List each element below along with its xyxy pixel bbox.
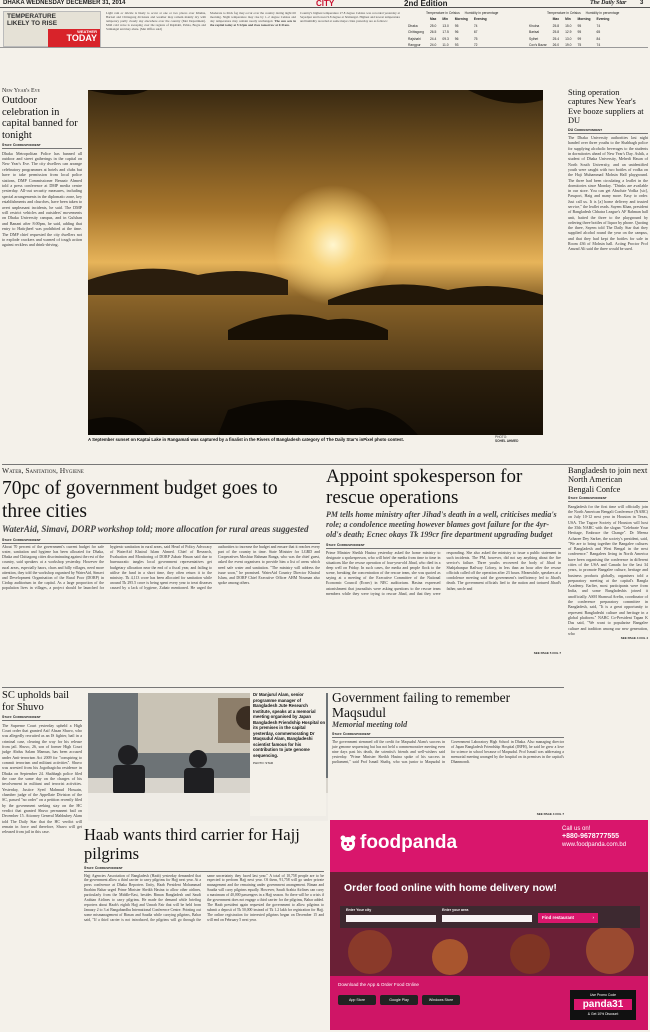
nabc-byline: Staff Correspondent <box>568 496 607 501</box>
sc-body: The Supreme Court yesterday upheld a High Court order that granted Asif Ahsan Shuvo, who was allegedly recruited as an IS fighter, bail in a criminal case, clearing the way for his release from jail. Shuvo, 26, son of former High Court judge Abdus Salam Mamun, has been accused under Anti-terrorism Act 2009 for "conspiring to commit terrorism and militant activities". Shuvo was arrested from his Jogotbagicha residence in Dhaka on September 24. Shahbagh police filed the case the same day on the charges of his involvement in militant and terrorist activities. Yesterday, Justice Syed Mahmud Hossain, chamber judge of the Appellate Division of the SC, passed "no order" on a petition recently filed by the government seeking stay on the HC verdict that granted Shuvo permanent bail on December 15. Attorney General Mahbubey Alam told The Daily Star that the HC verdict will remain in force and therefore, Shuvo will get released from jail in this case. <box>2 722 82 835</box>
wash-headline: 70pc of government budget goes to three cities <box>2 478 278 522</box>
nabc-jump: SEE PAGE 4 COL 4 <box>620 636 648 641</box>
sunset-photo-art <box>88 90 543 435</box>
appoint-byline: Staff Correspondent <box>326 543 365 547</box>
page-header <box>0 0 650 8</box>
divider <box>568 133 648 134</box>
maqsudul-jump: SEE PAGE 4 COL 7 <box>536 811 564 816</box>
weather-value: 74 <box>473 23 478 28</box>
edition-label: 2nd Edition <box>404 0 448 8</box>
divider <box>84 871 324 872</box>
haab-headline: Haab wants third carrier for Hajj pilgrims <box>84 825 300 863</box>
ad-download-text: Download the App & Order Food Online <box>338 982 419 987</box>
weather-table-row <box>406 43 489 47</box>
weather-text-1a: Light rain or drizzle is likely to occur at one or two places over Khulna, Barisal and Chittagong divisions and weather may remain mainly dry with temporary partly cloudy sky elsewhere over the country (Met Department). <box>106 11 206 24</box>
promo-code: panda31 <box>574 999 632 1010</box>
weather-value: 15.0 <box>565 23 572 28</box>
haab-article <box>84 826 324 1032</box>
panda-icon <box>340 834 356 852</box>
weather-table-row <box>527 37 611 41</box>
weather-value: 24.4 <box>429 36 437 41</box>
divider <box>326 548 561 549</box>
weather-table-b-grid <box>525 15 613 49</box>
weather-col-header: Max <box>552 17 560 22</box>
weather-value: 95 <box>577 23 582 28</box>
maqsudul-deck: Memorial meeting told <box>332 720 408 729</box>
weather-table-b <box>525 11 619 49</box>
weather-value: 26.5 <box>429 30 437 35</box>
section-name: CITY <box>316 0 335 8</box>
ad-contact <box>562 825 626 849</box>
weather-table-b-titles <box>525 11 619 15</box>
nabc-headline: Bangladesh to join next North American Bengali Confce <box>568 466 648 494</box>
weather-title-box <box>3 11 101 47</box>
divider <box>2 543 320 544</box>
weather-title-line2: LIKELY TO RISE <box>7 20 58 27</box>
ad-call-label: Call us on! <box>562 826 591 832</box>
promo-box <box>570 990 636 1020</box>
weather-title <box>7 13 57 27</box>
weather-table-a-titles <box>404 11 498 15</box>
sting-body: The Dhaka University authorities last night handed over three youths to the Shahbagh police for supplying alcoholic beverages to the students in dormitories ahead of New Year's Day. Ashik, a student of Dhaka University, Mehedi Hasan of North South University, and an unidentified youth were caught with two bottles of vodka on the Haji Muhammad Mohsin Hall playground. The three had been circulating a leaflet in the dormitories since Monday. "Drinks are available in our store. You can get Absolute Vodka [sic], Passport, Haig and many more. Easy to order. Just call us. It is [a] home delivery and trusted service," the leaflet reads. Sayem Khan, president of Bangladesh Chhatra League's AF Rahman hall unit, baited the three to the playground by ordering three bottles of liquor by phone. Quoting the three, Sayem told The Daily Star that they supplied alcohol round the year on the campus, and that they had kept the bottles for sale in Room 436 of Mohsin hall. Acting Proctor Prof Amzad Ali said the three would be sued. <box>568 135 648 252</box>
nabc-body: Bangladesh for the first time will officially join the North American Bengali Conference (NABC) on July 10-12 next year in Houston in Texas, USA. The Tagore Society of Houston will host the 35th NABC with the slogan "Celebrate Your Heritage, Embrace the Change". Dr Meena Acharee Dey Sarker, the society's president, said, "We are to bring together the Bangalee cultures of Bangladesh and West Bengal in the next conference." Bangalees living in North America have been organising the conference in different cities of the USA and Canada for the last 34 years, to promote Bangalee culture, heritage and business products globally, organisers told a preparatory meeting at the capital's Bangla Academy. Earlier, most participants were from India, and some Bangladeshis joined it unofficially. ASM Shamsul Arefin, coordinator of the conference preparatory committee in Bangladesh, said, "It is a great opportunity to represent Bangladeshi culture and heritage in a global platform." NABC Co-President Tapan K Das said, "We want to popularise Bangalee culture and tradition among our new generation, who <box>568 503 648 636</box>
weather-value: 24.0 <box>429 43 437 48</box>
weather-table-row <box>527 30 611 34</box>
haab-byline: Staff Correspondent <box>84 866 123 870</box>
weather-text-3a: Country's highest temperature 27.8 degree Celsius was recorded yesterday at Sayedpur and lowest 9.8 degree at Srimangal. <box>300 11 400 20</box>
weather-value: 99 <box>577 36 582 41</box>
photo-credit <box>495 435 518 443</box>
weather-col-header: Min <box>442 17 449 22</box>
weather-city: Sylhet <box>529 36 539 41</box>
weather-col-header <box>527 17 549 21</box>
weather-city: Rangpur <box>408 43 421 48</box>
weather-title-line1: TEMPERATURE <box>7 13 56 20</box>
maqsudul-body: The government stemmed off the credit for Maqsudul Alam's success in jute genome sequencing but has not held a commemorative meeting even nine days past his death, the scientist's friends and well-wishers said yesterday. "Prime Minister Sheikh Hasina spoke of his success in parliament," said Prof Ismail Shafiq, who was junior to Maqsudul in Government Laboratory High School in Dhaka. Also managing director of Japan Bangladesh Friendship Hospital (JBFH), he said he grew a love for science in school because of Maqsudul. Prof Ismail was addressing a memorial meeting arranged by the hospital on its premises in the capital's Dhanmondi. <box>332 739 564 764</box>
weather-value: 96 <box>454 30 459 35</box>
weather-city: Barisal <box>529 30 540 35</box>
ad-headline: Order food online with home delivery now! <box>344 882 557 894</box>
weather-text-2b: Night temperature may rise by 1–2 degree Celsius and day temperature may remain nearly unchanged. <box>210 15 296 24</box>
weather-value: 75 <box>473 36 478 41</box>
weather-value: 95 <box>577 30 582 35</box>
badge-top: WEATHER <box>77 29 97 34</box>
sting-article <box>568 88 648 252</box>
appoint-body: Prime Minister Sheikh Hasina yesterday asked the home ministry to designate a spokesperson, who will brief the media from time to time in situations like the rescue operation of four-year-old Jihad, who died in a deep well on Friday. In such cases, the media and people flock to the scene, breaking the concentration of the rescue team, she was quoted as saying at a meeting of the Executive Committee of the National Economic Council (Ecnec) in NEC auditorium. Hasina expressed astonishment that journalists were asking questions to the rescue team members while they were trying to rescue Jihad, and that they were responding. She also asked the ministry to issue a public statement in such incidents. The PM, however, did not say anything about the fire service's failure. Three youths recovered the body of Jihad in Shahjahanpur Railway Colony, in less than an hour after the rescue officials called off the operation after 23 hours. Meanwhile, speakers at a condolence meeting said the government's inefficiency led to Jihad's death. The government officials lied to the nation and tortured Jihad's father, uncle and <box>326 550 561 596</box>
weather-value: 25.4 <box>552 36 560 41</box>
ad-website[interactable]: www.foodpanda.com.bd <box>562 842 627 848</box>
weather-value: 13.0 <box>565 36 572 41</box>
weather-value: 84 <box>596 36 601 41</box>
appoint-article <box>326 466 561 655</box>
photo-credit-name: SOHEL AHMED <box>495 439 519 443</box>
divider <box>2 720 82 721</box>
weather-table-row <box>406 24 489 28</box>
nye-byline: Staff Correspondent <box>2 143 41 147</box>
weather-value: 17.5 <box>442 30 449 35</box>
weather-table-row <box>406 37 489 41</box>
section-divider-2 <box>2 687 564 688</box>
weather-table-header <box>527 17 611 21</box>
weather-value: 95 <box>454 23 459 28</box>
weather-value: 93 <box>454 43 459 48</box>
appoint-jump: SEE PAGE 5 COL 7 <box>533 650 561 655</box>
temp-title-b: Temperature in Celsius <box>547 11 581 15</box>
memorial-credit: PHOTO: STAR <box>253 761 274 765</box>
divider <box>2 148 82 149</box>
find-restaurant-label: Find restaurant <box>542 915 574 920</box>
weather-value: 67 <box>473 30 478 35</box>
weather-col-header: Max <box>429 17 437 22</box>
ad-phone[interactable]: +880-9678777555 <box>562 833 620 840</box>
foodpanda-ad[interactable] <box>330 820 648 1030</box>
appoint-headline: Appoint spokesperson for rescue operations <box>326 466 523 508</box>
weather-col-header: Evening <box>596 17 610 22</box>
weather-text-3b: Highest and lowest temperature and humidity recorded at some major cities yesterday are as follows: <box>300 15 401 24</box>
sting-byline: DU Correspondent <box>568 127 603 132</box>
weather-table-header <box>406 17 489 21</box>
maqsudul-byline: Staff Correspondent <box>332 732 371 736</box>
weather-value: 11.0 <box>442 43 449 48</box>
wash-kicker: Water, Sanitation, Hygiene <box>2 466 84 475</box>
app-store-badge[interactable]: App Store <box>338 995 376 1005</box>
weather-value: 72 <box>473 43 478 48</box>
nye-body: Dhaka Metropolitan Police has banned all outdoor and street gatherings in the capital on New Year's Eve. The city dwellers can arrange celebratory programmes at hotels and clubs but have to take permission from local police stations, DMP Commissioner Benazir Ahmed told a press conference at DMP media centre yesterday. All-out security measures, including special arrangements in the diplomatic zone, key establishments and churches, have been taken to avert unpleasant incidents, he said. The DMP will restrict vehicles and outsiders' movements on Dhaka University campus, and in Gulshan and Banani after 8:00pm, he said, adding that entry to Hatirjheel was prohibited at the time. The DMP chief requested the city dwellers not to explode crackers and warned of tough action against reckless and drink-driving. <box>2 150 82 248</box>
weather-text-1b: Mild cold wave is sweeping over the regions of Rajshahi, Pabna, Bogra and Srimangal and may abate. (Met Office said) <box>106 23 206 32</box>
photo-caption: A September sunset on Kaptai Lake in Rangamati was captured by a finalist in the Rivers of Bangladesh category of The Daily Star's inPixel photo contest. <box>88 437 405 442</box>
section-divider <box>2 464 648 465</box>
nye-kicker: New Year's Eve <box>2 88 40 94</box>
weather-value: 12.9 <box>565 30 572 35</box>
sunset-photo <box>88 90 543 435</box>
hum-title: Humidity in percentage <box>464 11 499 15</box>
sc-headline: SC upholds bail for Shuvo <box>2 690 70 713</box>
maqsudul-headline: Government failing to remember Maqsudul <box>332 690 511 720</box>
nabc-article <box>568 466 648 640</box>
photo-credit-label: PHOTO: <box>495 435 508 439</box>
weather-table-a <box>404 11 498 49</box>
weather-table-row <box>527 43 611 47</box>
wash-article <box>2 466 320 671</box>
area-select[interactable] <box>442 915 532 922</box>
hum-title-b: Humidity in percentage <box>585 11 620 15</box>
weather-text-2c: The sun sets in the capital today at 5:22pm and rises tomorrow at 6:41am. <box>210 19 297 28</box>
weather-strip <box>0 10 648 48</box>
weather-value: 25.0 <box>429 23 437 28</box>
weather-value: 19.0 <box>565 43 572 48</box>
weather-city: Dhaka <box>408 23 418 28</box>
weather-city: Rajshahi <box>408 36 421 41</box>
city-label: Enter Your city <box>346 908 372 912</box>
weather-col-header: Morning <box>454 17 468 22</box>
sc-article <box>2 690 82 835</box>
temp-title: Temperature in Celsius <box>426 11 460 15</box>
weather-text-2 <box>210 11 296 27</box>
arrow-right-icon: › <box>592 915 594 920</box>
masthead-logo: The Daily Star <box>590 0 627 6</box>
weather-col-header <box>406 17 426 21</box>
weather-value: 25.8 <box>552 30 560 35</box>
weather-col-header: Min <box>565 17 571 22</box>
weather-table-row <box>527 24 611 28</box>
weather-value: 96 <box>454 36 459 41</box>
badge-main: TODAY <box>66 33 97 43</box>
google-play-badge[interactable]: Google Play <box>380 995 418 1005</box>
wash-deck: WaterAid, Simavi, DORP workshop told; more allocation for rural areas suggested <box>2 524 309 534</box>
weather-table-row <box>406 30 489 34</box>
city-select[interactable] <box>346 915 436 922</box>
area-label: Enter your area <box>442 908 469 912</box>
weather-col-header: Evening <box>473 17 487 22</box>
weather-city: Chittagong <box>408 30 424 35</box>
weather-col-header: Morning <box>577 17 591 22</box>
promo-top: Use Promo Code <box>589 993 616 997</box>
page-number: 3 <box>640 0 644 6</box>
weather-today-badge <box>48 29 100 47</box>
weather-table-a-grid <box>404 15 491 49</box>
weather-value: 26.0 <box>552 43 560 48</box>
weather-value: 74 <box>596 43 601 48</box>
weather-value: 09.3 <box>442 36 449 41</box>
weather-city: Cox's Bazar <box>529 43 547 48</box>
store-badges <box>338 995 460 1005</box>
memorial-caption: Dr Manjurul Alam, senior programme manager of Bangladesh Jute Research Institute, speaks at a memorial meeting organised by Japan Bangladesh Friendship Hospital on its premises in the capital yesterday, commemorating Dr Maqsudul Alam, Bangladeshi scientist famous for his contribution to jute genome sequencing. <box>253 692 326 758</box>
divider <box>568 501 648 502</box>
windows-store-badge[interactable]: Windows Store <box>422 995 460 1005</box>
sting-headline: Sting operation captures New Year's Eve booze suppliers at DU <box>568 88 644 126</box>
weather-text-3 <box>300 11 400 23</box>
dateline: DHAKA WEDNESDAY DECEMBER 31, 2014 <box>3 0 126 6</box>
nye-article <box>2 88 82 248</box>
memorial-caption-box <box>250 692 326 816</box>
maqsudul-article <box>332 690 564 816</box>
promo-bottom: & Get 10% Discount <box>587 1012 619 1016</box>
weather-value: 25.8 <box>552 23 560 28</box>
divider <box>332 737 564 738</box>
weather-value: 74 <box>596 23 601 28</box>
weather-text-2a: Moderate to thick fog may occur over the country during night till morning. <box>210 11 296 20</box>
find-restaurant-button[interactable] <box>538 913 598 923</box>
weather-value: 65 <box>596 30 601 35</box>
foodpanda-logo: foodpanda <box>360 832 458 853</box>
nye-headline: Outdoor celebration in capital banned for tonight <box>2 95 78 141</box>
wash-body: About 70 percent of the government's current budget for safe water, sanitation and hygiene has been allocated for Dhaka, Dhaka and Chittagong cities discriminating against the rest of the country, said speakers at a workshop yesterday. However the rural areas, especially haors, chars and hilly villages, need more attention, they told the workshop organised by WaterAid, Simavi and Development Organisation of the Rural Poor (DORP) in Cirdap auditorium in the capital. As a large proportion of the population lives in villages, a project should be launched for hygienic sanitation in rural areas, said Head of Policy Advocacy of WaterAid Khairul Islam Ahmed. Chief of Research, Evaluation and Monitoring of DORP Zubair Hasan said due to bureaucratic tangles local government representatives get budgetary allocation near the end of a fiscal year, and failing to utilise the fund in a short time, they often return it to the ministry. Tk 4,113 crore has been allocated for sanitation while around Tk 295.5 crore is being spent every year to treat diseases caused by a lack of hygiene, Zubair mentioned. He urged the authorities to increase the budget and ensure that it reaches every part of the country in time. State Minister for LGRD and Cooperatives Moshiur Rahman Ranga, who was the chief guest, asked the event organisers to provide him a list of areas which need safe water and sanitation. "The ministry will address the issue soon," he promised. WaterAid Country Director Khairul Islam, and DORP Chief Executive Officer AHM Nouman also spoke among others. <box>2 545 320 591</box>
sc-byline: Staff Correspondent <box>2 715 41 719</box>
weather-value: 13.0 <box>442 23 449 28</box>
haab-body: Hajj Agencies Association of Bangladesh (Haab) yesterday demanded that the government allow a third carrier to carry pilgrims for Hajj next year. At a press conference at Dhaka Reporters Unity, Haab President Mohammad Ibrahim Bahar urged Prime Minister Sheikh Hasina to allow other airlines, particularly from the Middle-East, besides Biman Bangladesh and Saudi Arabian Airlines to carry pilgrims. He made the demand while briefing reporters about Haab's eighth Hajj and Umrah Fair that will be held from January 2 to 3 at Bangabandhu International Conference Centre. Pointing out some mismanagement of Biman and Saudia while carrying pilgrims, Bahar said, "If a third carrier is not introduced, the pilgrims will go through the same uncertainty they faced last year." A total of 10,758 people are to be expected to perform Hajj next year. Of them, 91,758 will go under private management and the remaining under government arrangement. Biman and Saudia will carry pilgrims equally. However, Saudi Arabia Airlines can carry a maximum of 40,000 passengers in a Hajj season. So there will be a crisis if the government does not engage a third carrier for the pilgrims, Bahar added. The Haab president again requested the government to allow pilgrims to submit a deposit of Tk 50,000 instead of Tk 1.2 lakh for registration for Hajj. The online registration for interested pilgrims began on December 15 and will end on February 5 next year. <box>84 873 324 923</box>
weather-city: Khulna <box>529 23 540 28</box>
wash-byline: Staff Correspondent <box>2 537 41 542</box>
weather-value: 75 <box>577 43 582 48</box>
weather-text-1 <box>106 11 206 31</box>
appoint-deck: PM tells home ministry after Jihad's death in a well, criticises media's role; a condolence meeting however blames govt failure for the 4yr-old's death; Ecnec okays Tk 199cr fire department upgrading budget <box>326 510 557 539</box>
